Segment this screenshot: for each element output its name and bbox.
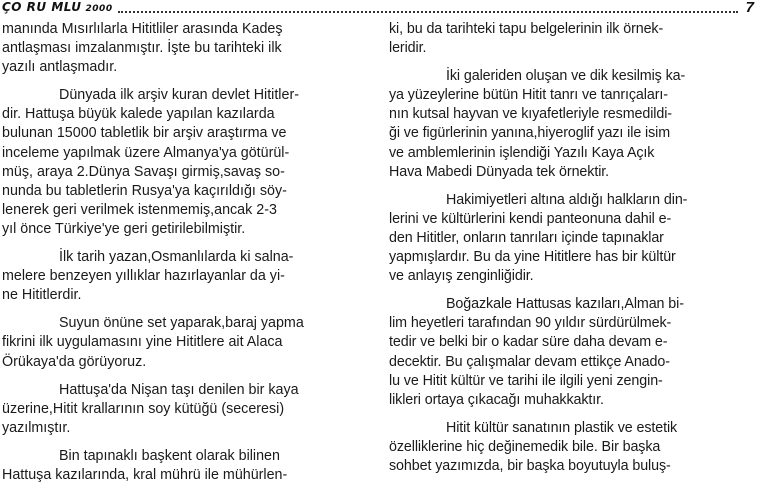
- right-column: [389, 20, 755, 485]
- masthead-year: 2000: [85, 4, 113, 14]
- left-column: [2, 20, 368, 494]
- text-line: Dünyada ilk arşiv kuran devlet Hititler-: [59, 87, 299, 104]
- text-line: ği ve figürlerinin yanına,hiyeroglif yazı ile isim: [389, 125, 671, 142]
- text-line: ne Hititlerdir.: [2, 287, 82, 304]
- text-line: yapmışlardır. Bu da yine Hititlere has bir kültür: [389, 249, 676, 266]
- paragraph: [389, 20, 755, 58]
- text-line: Hakimiyetleri altına aldığı halkların din-: [446, 191, 688, 208]
- text-line: den Hititler, onların tanrıları içinde tapınaklar: [389, 229, 664, 246]
- text-line: fikrini ilk uygulamasını yine Hititlere ait Alaca: [2, 334, 283, 351]
- paragraph: [2, 248, 368, 305]
- text-line: Hattuşa'da Nişan taşı denilen bir kaya: [59, 381, 299, 398]
- text-line: İlk tarih yazan,Osmanlılarda ki salna-: [59, 249, 294, 266]
- text-line: ya yüzeylerine bütün Hitit tanrı ve tanrıçaları-: [389, 87, 668, 104]
- text-line: sohbet yazımızda, bir başka boyutuyla buluş-: [389, 457, 671, 474]
- text-line: Hava Mabedi Dünyada tek örnektir.: [389, 163, 610, 180]
- text-line: müş, araya 2.Dünya Savaşı girmiş,savaş so-: [2, 163, 285, 180]
- masthead-title: ÇO RU MLU: [2, 0, 82, 14]
- text-line: Suyun önüne set yaparak,baraj yapma: [59, 315, 304, 332]
- text-line: inceleme yapılmak üzere Almanya'ya götürül-: [2, 144, 290, 161]
- text-line: Hattuşa kazılarında, kral mührü ile mühürlen-: [2, 466, 288, 483]
- text-line: lerini ve kültürlerini kendi panteonuna dahil e-: [389, 210, 672, 227]
- page-number: 7: [745, 0, 754, 16]
- text-line: yıl önce Türkiye'ye geri getirilebilmiştir.: [2, 220, 246, 237]
- text-line: Örükaya'da görüyoruz.: [2, 353, 147, 370]
- paragraph: [2, 381, 368, 438]
- text-line: likleri ortaya çıkacağı muhakkaktır.: [389, 391, 604, 408]
- masthead: [2, 0, 113, 14]
- text-line: yazılmıştır.: [2, 419, 71, 436]
- text-line: antlaşması imzalanmıştır. İşte bu tarihteki ilk: [2, 40, 282, 57]
- text-line: lenerek geri verilmek istenmemiş,ancak 2-3: [2, 201, 277, 218]
- text-line: ve anlayış zenginliğidir.: [389, 268, 534, 285]
- text-line: Boğazkale Hattusas kazıları,Alman bi-: [446, 296, 684, 313]
- page-header: [0, 0, 758, 18]
- paragraph: [2, 86, 368, 239]
- text-line: İki galeriden oluşan ve dik kesilmiş ka-: [446, 68, 686, 85]
- text-line: nın kutsal hayvan ve kıyafetleriyle resmedildi-: [389, 106, 672, 123]
- text-line: decektir. Bu çalışmalar devam ettikçe Anado-: [389, 353, 670, 370]
- dotted-rule: [118, 11, 738, 13]
- paragraph: [389, 419, 755, 476]
- text-line: dir. Hattuşa büyük kalede yapılan kazılarda: [2, 106, 275, 123]
- text-line: yazılı antlaşmadır.: [2, 59, 118, 76]
- paragraph: [2, 20, 368, 77]
- text-line: manında Mısırlılarla Hititliler arasında Kadeş: [2, 21, 283, 37]
- text-line: üzerine,Hitit krallarının soy kütüğü (seceresi): [2, 400, 285, 417]
- paragraph: [389, 295, 755, 410]
- text-line: lim heyetleri tarafından 90 yıldır sürdürülmek-: [389, 315, 672, 332]
- paragraph: [2, 314, 368, 371]
- text-line: leridir.: [389, 40, 427, 57]
- text-line: ve amblemlerinin işlendiği Yazılı Kaya Açık: [389, 144, 655, 161]
- text-line: özelliklerine hiç değinemedik bile. Bir başka: [389, 438, 661, 455]
- text-line: Bin tapınaklı başkent olarak bilinen: [59, 447, 280, 464]
- text-line: melere benzeyen yıllıklar hazırlayanlar da yi-: [2, 268, 285, 285]
- text-line: ki, bu da tarihteki tapu belgelerinin ilk örnek-: [389, 21, 664, 37]
- paragraph: [389, 67, 755, 182]
- text-line: bulunan 15000 tabletlik bir arşiv araştırma ve: [2, 125, 287, 142]
- text-line: nunda bu tabletlerin Rusya'ya kaçırıldığı söy-: [2, 182, 287, 199]
- paragraph: [2, 447, 368, 485]
- paragraph: [389, 191, 755, 286]
- text-line: lu ve Hitit kültür ve tarihi ile ilgili yeni zengin-: [389, 372, 663, 389]
- text-line: tedir ve belki bir o kadar süre daha devam e-: [389, 334, 668, 351]
- text-line: Hitit kültür sanatının plastik ve estetik: [446, 419, 678, 436]
